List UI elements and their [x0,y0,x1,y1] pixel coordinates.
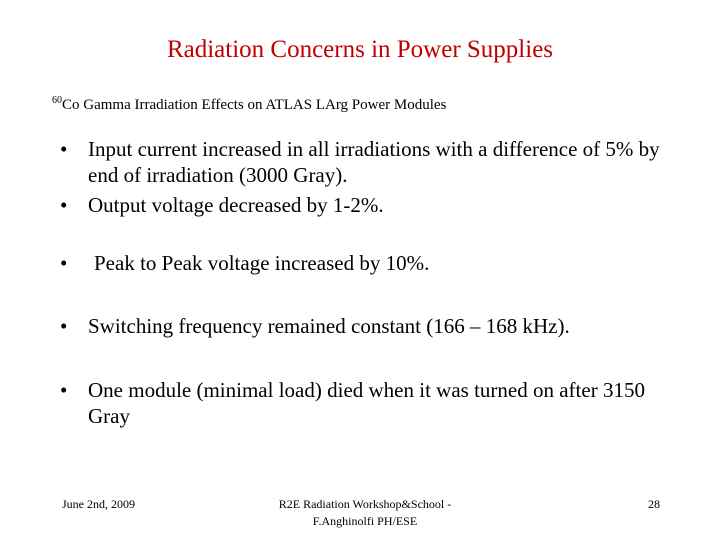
bullet-icon: • [60,314,68,338]
footer-date: June 2nd, 2009 [62,497,135,511]
footer-center [250,496,480,530]
isotope-mass-superscript: 60 [52,95,62,106]
bullet-icon: • [60,193,68,217]
bullet-icon: • [60,251,68,275]
bullet-item [60,377,680,429]
bullet-text: Input current increased in all irradiations with a difference of 5% by end of irradiation (3000 Gray). [88,137,660,187]
bullet-item [60,192,680,218]
subtitle-text: Co Gamma Irradiation Effects on ATLAS LArg Power Modules [62,97,447,113]
bullet-item [60,136,680,188]
bullet-text: Output voltage decreased by 1-2%. [88,193,384,217]
bullet-icon: • [60,378,68,402]
bullet-text: Peak to Peak voltage increased by 10%. [94,251,430,275]
bullet-icon: • [60,137,68,161]
bullet-item [60,250,680,276]
slide-title: Radiation Concerns in Power Supplies [166,36,554,63]
footer-page-number: 28 [648,497,660,511]
footer-center-line1: R2E Radiation Workshop&School - [278,497,452,511]
bullet-text: One module (minimal load) died when it was turned on after 3150 Gray [88,378,645,428]
bullet-item [60,313,680,339]
bullet-list [60,136,680,429]
footer-center-line2: F.Anghinolfi PH/ESE [312,514,418,528]
bullet-text: Switching frequency remained constant (166 – 168 kHz). [88,314,570,338]
slide-subtitle [52,95,446,114]
